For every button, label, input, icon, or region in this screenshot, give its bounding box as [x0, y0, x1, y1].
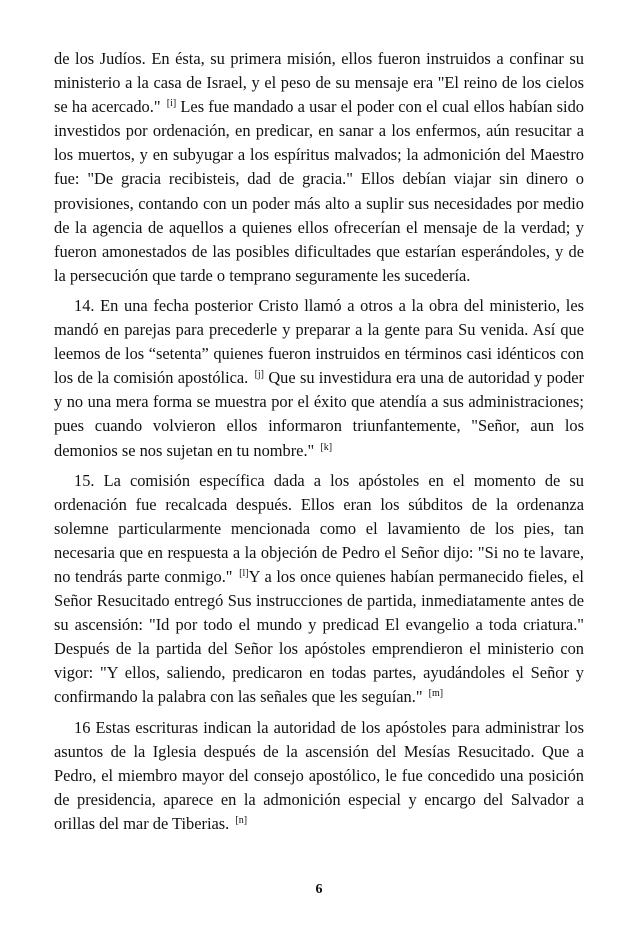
footnote-ref-j[interactable]: [j]: [254, 369, 265, 381]
text-segment: 15. La comisión específica dada a los apóstoles en el momento de su ordenación fue recalcada después. Ellos eran los súbditos de la ordenanza solemne particularmente mencionada como el lavamiento de los pies, tan necesaria que en respuesta a la objeción de Pedro el Señor dijo: "Si no te lavare, no tendrás parte conmigo.": [54, 470, 584, 586]
paragraph-13-continued: [54, 47, 584, 288]
paragraph-15: [54, 469, 584, 710]
footnote-ref-k[interactable]: [k]: [320, 441, 333, 453]
text-segment: 16 Estas escrituras indican la autoridad de los apóstoles para administrar los asuntos de la Iglesia después de la ascensión del Mesías Resucitado. Que a Pedro, el miembro mayor del consejo apostólico, le fue concedido una posición de presidencia, aparece en la admonición especial y encargo del Salvador a orillas del mar de Tiberias.: [54, 717, 584, 833]
footnote-ref-m[interactable]: [m]: [428, 688, 444, 700]
footnote-ref-l[interactable]: [l]: [239, 567, 249, 579]
page-number: 6: [315, 882, 323, 897]
paragraph-16: [54, 716, 584, 836]
text-segment: 14. En una fecha posterior Cristo llamó a otros a la obra del ministerio, les mandó en parejas para precederle y preparar a la gente para Su venida. Así que leemos de los “setenta” quienes fueron instruidos en términos casi idénticos con los de la comisión apostólica.: [54, 295, 584, 388]
paragraph-14: [54, 294, 584, 463]
text-segment: Que su investidura era una de autoridad y poder y no una mera forma se muestra por el éxito que atendía a sus administraciones; pues cuando volvieron ellos informaron triunfantemente, "Señor, aun los demonios se nos sujetan en tu nombre.": [54, 368, 584, 460]
text-segment: Y a los once quienes habían permanecido fieles, el Señor Resucitado entregó Sus instrucciones de partida, inmediatamente antes de su ascensión: "Id por todo el mundo y predicad El evangelio a toda criatura." Después de la partida del Señor los apóstoles emprendieron el ministerio con vigor: "Y ellos, saliendo, predicaron en todas partes, ayudándoles el Señor y confirmando la palabra con las señales que les seguían.": [54, 566, 584, 707]
text-segment: de los Judíos. En ésta, su primera misión, ellos fueron instruidos a confinar su ministerio a la casa de Israel, y el peso de su mensaje era "El reino de los cielos se ha acercado.": [54, 49, 584, 117]
text-segment: Les fue mandado a usar el poder con el cual ellos habían sido investidos por ordenación, en predicar, en sanar a los enfermos, aún resucitar a los muertos, y en subyugar a los espíritus malvados; la admonición del Maestro fue: "De gracia recibisteis, dad de gracia." Ellos debían viajar sin dinero o provisiones, contando con un poder más alto a suplir sus necesidades por medio de la agencia de aquellos a quienes ellos ofrecerían el mensaje de la verdad; y fueron amonestados de las posibles dificultades que estarían esperándoles, y de la persecución que tarde o temprano seguramente les sucedería.: [54, 97, 584, 285]
footnote-ref-i[interactable]: [i]: [166, 98, 177, 110]
footnote-ref-n[interactable]: [n]: [235, 814, 248, 826]
page-body: [54, 47, 584, 842]
